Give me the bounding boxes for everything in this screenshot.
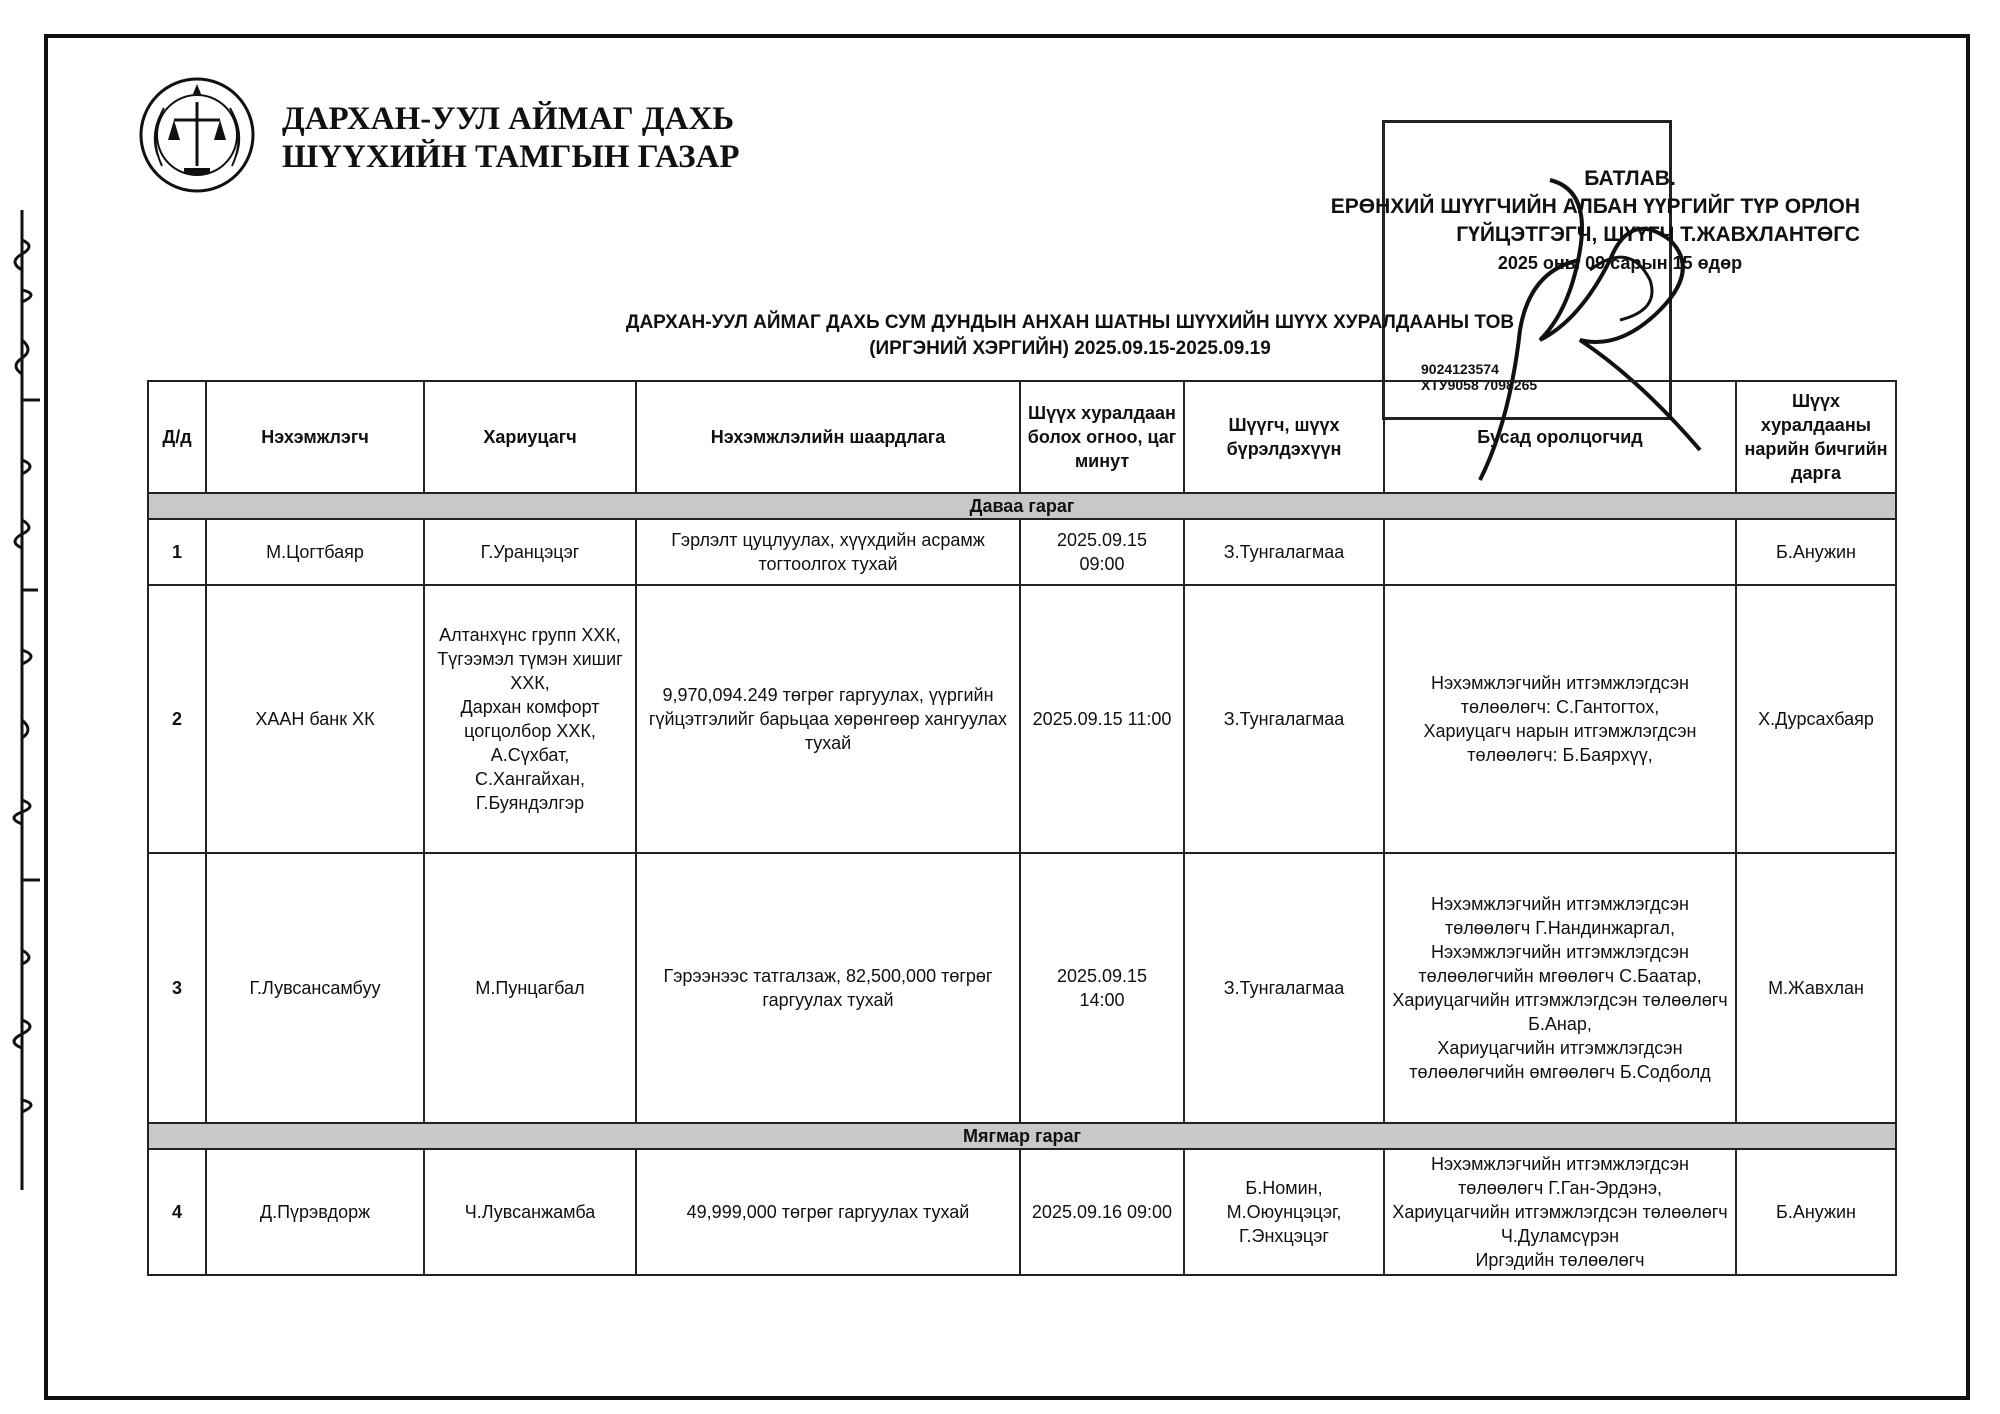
org-line-1: ДАРХАН-УУЛ АЙМАГ ДАХЬ: [282, 101, 735, 137]
datetime-cell: 2025.09.15 09:00: [1020, 519, 1184, 585]
day-separator-row: [148, 493, 1896, 519]
hearing-schedule-table: [147, 380, 1897, 1276]
document-title: [400, 310, 1740, 362]
day-label: Мягмар гараг: [148, 1123, 1896, 1149]
column-header: Бусад оролцогчид: [1384, 381, 1736, 493]
table-row: [148, 1149, 1896, 1275]
table-row: [148, 585, 1896, 853]
stamp-code-2: ХТУ9058 7098265: [1421, 377, 1538, 393]
plaintiff-cell: Г.Лувсансамбуу: [206, 853, 424, 1123]
court-emblem-logo: [138, 76, 256, 194]
approval-word: БАТЛАВ.: [1584, 167, 1676, 190]
claim-cell: Гэрлэлт цуцлуулах, хүүхдийн асрамж тогтоолгох тухай: [636, 519, 1020, 585]
clerk-cell: Б.Анужин: [1736, 1149, 1896, 1275]
judge-cell: З.Тунгалагмаа: [1184, 853, 1384, 1123]
participants-cell: [1384, 519, 1736, 585]
participants-cell: Нэхэмжлэгчийн итгэмжлэгдсэн төлөөлөгч Г.Нандинжаргал, Нэхэмжлэгчийн итгэмжлэгдсэн төлөөлөгчийн мгөөлөгч С.Баатар, Хариуцагчийн итгэмжлэгдсэн төлөөлөгч Б.Анар, Хариуцагчийн итгэмжлэгдсэн төлөөлөгчийн өмгөөлөгч Б.Содболд: [1384, 853, 1736, 1123]
title-line-2: (ИРГЭНИЙ ХЭРГИЙН) 2025.09.15-2025.09.19: [869, 338, 1271, 359]
organization-name: [282, 100, 739, 176]
table-row: [148, 519, 1896, 585]
column-header: Нэхэмжлэлийн шаардлага: [636, 381, 1020, 493]
defendant-cell: М.Пунцагбал: [424, 853, 636, 1123]
participants-cell: Нэхэмжлэгчийн итгэмжлэгдсэн төлөөлөгч Г.Ган-Эрдэнэ, Хариуцагчийн итгэмжлэгдсэн төлөөлөгч Ч.Дуламсүрэн Иргэдийн төлөөлөгч: [1384, 1149, 1736, 1275]
plaintiff-cell: М.Цогтбаяр: [206, 519, 424, 585]
column-header: Хариуцагч: [424, 381, 636, 493]
clerk-cell: М.Жавхлан: [1736, 853, 1896, 1123]
column-header: Шүүгч, шүүх бүрэлдэхүүн: [1184, 381, 1384, 493]
table-row: [148, 853, 1896, 1123]
row-number: 4: [148, 1149, 206, 1275]
mongolian-script-side-text: [0, 200, 60, 1200]
column-header: Шүүх хуралдаан болох огноо, цаг минут: [1020, 381, 1184, 493]
org-line-2: ШҮҮХИЙН ТАМГЫН ГАЗАР: [282, 139, 740, 175]
judge-cell: З.Тунгалагмаа: [1184, 585, 1384, 853]
plaintiff-cell: Д.Пүрэвдорж: [206, 1149, 424, 1275]
defendant-cell: Ч.Лувсанжамба: [424, 1149, 636, 1275]
day-separator-row: [148, 1123, 1896, 1149]
clerk-cell: Б.Анужин: [1736, 519, 1896, 585]
claim-cell: Гэрээнээс татгалзаж, 82,500,000 төгрөг гаргуулах тухай: [636, 853, 1020, 1123]
plaintiff-cell: ХААН банк ХК: [206, 585, 424, 853]
claim-cell: 9,970,094.249 төгрөг гаргуулах, үүргийн гүйцэтгэлийг барьцаа хөрөнгөөр хангуулах тухай: [636, 585, 1020, 853]
column-header: Д/д: [148, 381, 206, 493]
defendant-cell: Алтанхүнс групп ХХК, Түгээмэл түмэн хишиг ХХК, Дархан комфорт цогцолбор ХХК, А.Сүхбат, С.Хангайхан, Г.Буяндэлгэр: [424, 585, 636, 853]
approval-line-1: ЕРӨНХИЙ ШҮҮГЧИЙН АЛБАН ҮҮРГИЙГ ТҮР ОРЛОН: [1330, 195, 1860, 218]
stamp-code-1: 9024123574: [1421, 361, 1499, 377]
judge-cell: З.Тунгалагмаа: [1184, 519, 1384, 585]
column-header: Шүүх хуралдааны нарийн бичгийн дарга: [1736, 381, 1896, 493]
datetime-cell: 2025.09.15 14:00: [1020, 853, 1184, 1123]
approval-line-2: ГҮЙЦЭТГЭГЧ, ШҮҮГЧ Т.ЖАВХЛАНТӨГС: [1456, 223, 1860, 246]
column-header: Нэхэмжлэгч: [206, 381, 424, 493]
datetime-cell: 2025.09.16 09:00: [1020, 1149, 1184, 1275]
clerk-cell: Х.Дурсахбаяр: [1736, 585, 1896, 853]
datetime-cell: 2025.09.15 11:00: [1020, 585, 1184, 853]
day-label: Даваа гараг: [148, 493, 1896, 519]
defendant-cell: Г.Уранцэцэг: [424, 519, 636, 585]
approval-date: 2025 оны 09 сарын 15 өдөр: [1497, 253, 1743, 273]
claim-cell: 49,999,000 төгрөг гаргуулах тухай: [636, 1149, 1020, 1275]
participants-cell: Нэхэмжлэгчийн итгэмжлэгдсэн төлөөлөгч: С.Гантогтох, Хариуцагч нарын итгэмжлэгдсэн төлөөлөгч: Б.Баярхүү,: [1384, 585, 1736, 853]
table-header-row: [148, 381, 1896, 493]
row-number: 2: [148, 585, 206, 853]
row-number: 1: [148, 519, 206, 585]
row-number: 3: [148, 853, 206, 1123]
title-line-1: ДАРХАН-УУЛ АЙМАГ ДАХЬ СУМ ДУНДЫН АНХАН ШАТНЫ ШҮҮХИЙН ШҮҮХ ХУРАЛДААНЫ ТОВ: [625, 312, 1515, 333]
judge-cell: Б.Номин, М.Оюунцэцэг, Г.Энхцэцэг: [1184, 1149, 1384, 1275]
